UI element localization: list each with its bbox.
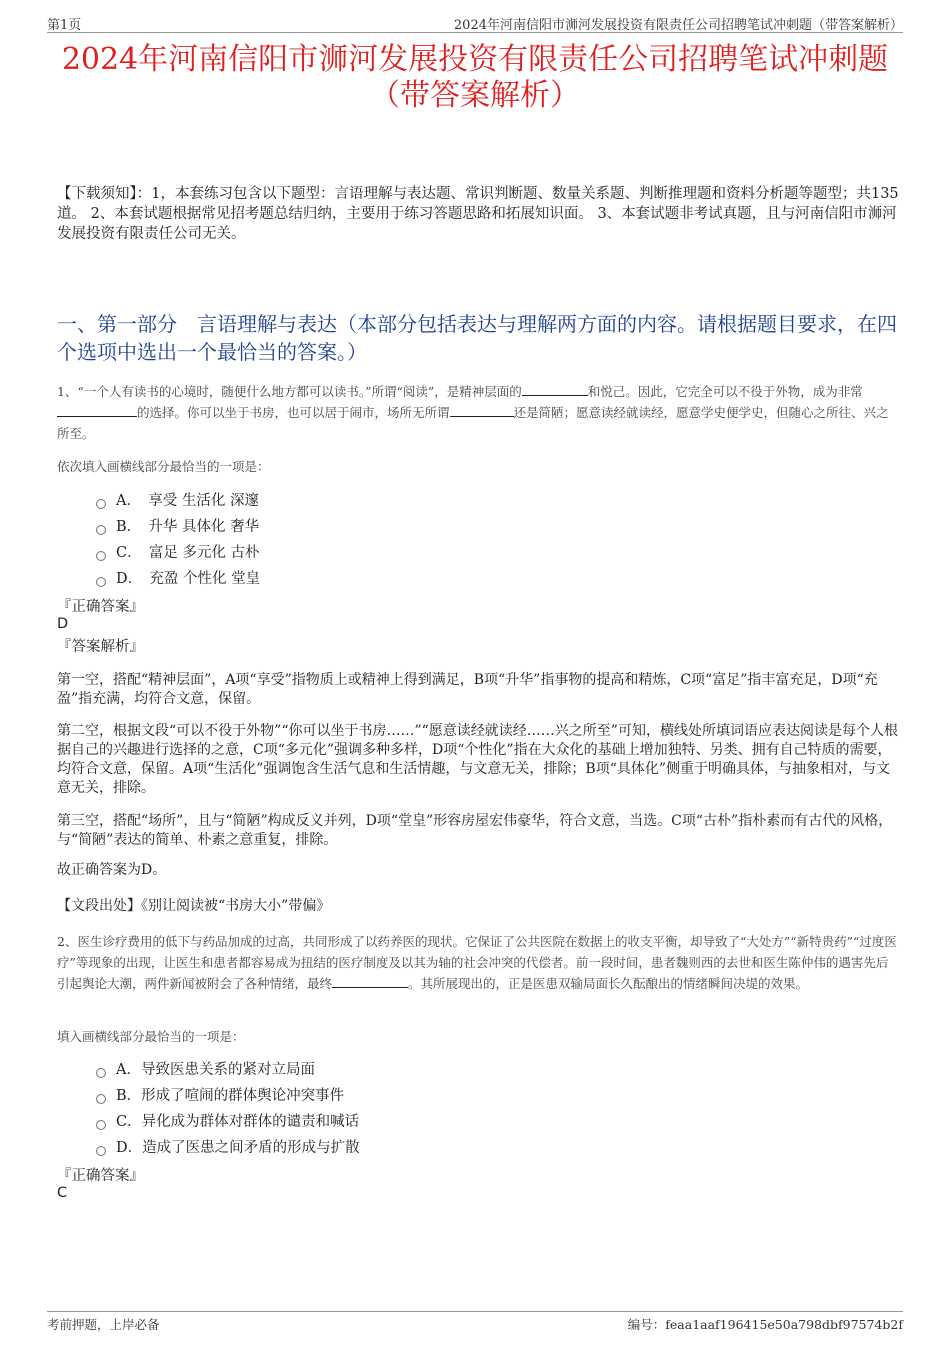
q2-blank-1 (332, 974, 408, 988)
q1-analysis-paragraph: 第一空，搭配“精神层面”，A项“享受”指物质上或精神上得到满足，B项“升华”指事物的提高和精炼，C项“富足”指丰富充足，D项“充盈”指充满，均符合文意，保留。 (57, 672, 878, 707)
q1-source: 【文段出处】《别让阅读被“书房大小”带偏》 (57, 898, 331, 914)
option-label: A． 享受 生活化 深邃 (116, 493, 259, 509)
q2-answer-label: 『正确答案』 (57, 1168, 144, 1184)
q1-segment: 还是简陋；愿意读经就读经，愿意学史便学史，但随心之所往、兴之所至。 (57, 405, 889, 441)
question-2-options (96, 1057, 360, 1161)
q1-option-a[interactable] (96, 488, 260, 514)
option-label: B．形成了喧闹的群体舆论冲突事件 (116, 1088, 345, 1104)
q2-answer: C (57, 1185, 68, 1201)
q1-option-b[interactable] (96, 514, 260, 540)
option-label: B． 升华 具体化 奢华 (116, 519, 260, 535)
q1-analysis-label: 『答案解析』 (57, 639, 144, 655)
q1-blank-3 (450, 403, 514, 417)
radio-icon[interactable] (96, 1120, 106, 1130)
question-1-prompt: 依次填入画横线部分最恰当的一项是： (57, 459, 270, 474)
option-label: C．异化成为群体对群体的谴责和喊话 (116, 1114, 360, 1130)
header-doc-title: 2024年河南信阳市浉河发展投资有限责任公司招聘笔试冲刺题（带答案解析） (453, 18, 903, 33)
q1-analysis-paragraph: 第二空，根据文段“可以不役于外物”“你可以坐于书房……”“愿意读经就读经……兴之所至”可知，横线处所填词语应表达阅读是每个人根据自己的兴趣进行选择的之意，C项“多元化”强调多种多样，D项“个性化”指在大众化的基础上增加独特、另类、拥有自己特质的需要，均符合文意，保留。A项“生活化”强调饱含生活气息和生活情趣，与文意无关，排除；B项“具体化”侧重于明确具体，与抽象相对，与文意无关，排除。 (57, 723, 898, 796)
q2-option-a[interactable] (96, 1057, 360, 1083)
q1-segment: 的选择。你可以坐于书房，也可以居于闹市，场所无所谓 (137, 405, 450, 420)
q2-segment: 。其所展现出的，正是医患双输局面长久酝酿出的情绪瞬间决堤的效果。 (408, 976, 809, 991)
option-label: D．造成了医患之间矛盾的形成与扩散 (116, 1140, 360, 1156)
footer-doc-id: 编号：feaa1aaf196415e50a798dbf97574b2f (627, 1317, 903, 1332)
radio-icon[interactable] (96, 1068, 106, 1078)
radio-icon[interactable] (96, 1146, 106, 1156)
option-label: A．导致医患关系的紧对立局面 (116, 1062, 315, 1078)
radio-icon[interactable] (96, 525, 106, 535)
q1-option-c[interactable] (96, 540, 260, 566)
q2-option-c[interactable] (96, 1109, 360, 1135)
radio-icon[interactable] (96, 551, 106, 561)
page-header (47, 12, 903, 33)
page-number: 第1页 (47, 18, 82, 33)
q1-blank-1 (522, 382, 588, 396)
q1-option-d[interactable] (96, 566, 260, 592)
q1-segment: 1、“一个人有读书的心境时，随便什么地方都可以读书。”所谓“阅读”，是精神层面的 (57, 384, 522, 399)
q2-option-d[interactable] (96, 1135, 360, 1161)
title-line-1: 2024年河南信阳市浉河发展投资有限责任公司招聘笔试冲刺题 (61, 42, 889, 77)
section-heading: 一、第一部分 言语理解与表达（本部分包括表达与理解两方面的内容。请根据题目要求，在四个选项中选出一个最恰当的答案。） (57, 312, 897, 364)
option-label: D． 充盈 个性化 堂皇 (116, 571, 261, 587)
page-title (47, 42, 903, 114)
question-1-text (57, 381, 898, 444)
radio-icon[interactable] (96, 577, 106, 587)
radio-icon[interactable] (96, 1094, 106, 1104)
download-notice: 【下载须知】：1，本套练习包含以下题型：言语理解与表达题、常识判断题、数量关系题、判断推理题和资料分析题等题型；共135道。 2、本套试题根据常见招考题总结归纳，主要用于练习答题思路和拓展知识面。 3、本套试题非考试真题，且与河南信阳市浉河发展投资有限责任公司无关。 (57, 186, 899, 242)
q1-analysis-paragraph: 第三空，搭配“场所”，且与“简陋”构成反义并列，D项“堂皇”形容房屋宏伟豪华，符合文意，当选。C项“古朴”指朴素而有古代的风格，与“简陋”表达的简单、朴素之意重复，排除。 (57, 813, 893, 848)
q2-segment: 2、医生诊疗费用的低下与药品加成的过高，共同形成了以药养医的现状。它保证了公共医院在数据上的收支平衡，却导致了“大处方”“新特贵药”“过度医疗”等现象的出现，让医生和患者都容易成为扭结的医疗制度及以其为轴的社会冲突的代偿者。前一段时间，患者魏则西的去世和医生陈仲伟的遇害先后引起舆论大潮，两件新闻被附会了各种情绪，最终 (57, 934, 897, 991)
question-2-prompt: 填入画横线部分最恰当的一项是： (57, 1029, 245, 1044)
q1-blank-2 (57, 403, 137, 417)
footer-slogan: 考前押题，上岸必备 (47, 1317, 160, 1332)
q1-analysis-paragraph: 故正确答案为D。 (57, 862, 167, 878)
question-1-options (96, 488, 260, 592)
radio-icon[interactable] (96, 499, 106, 509)
q1-segment: 和悦己。因此，它完全可以不役于外物，成为非常 (587, 384, 863, 399)
page-footer (47, 1311, 903, 1334)
q2-option-b[interactable] (96, 1083, 360, 1109)
q1-answer: D (57, 616, 69, 632)
option-label: C． 富足 多元化 古朴 (116, 545, 260, 561)
q1-answer-label: 『正确答案』 (57, 599, 144, 615)
title-line-2: （带答案解析） (370, 78, 580, 113)
question-2-text (57, 931, 898, 994)
